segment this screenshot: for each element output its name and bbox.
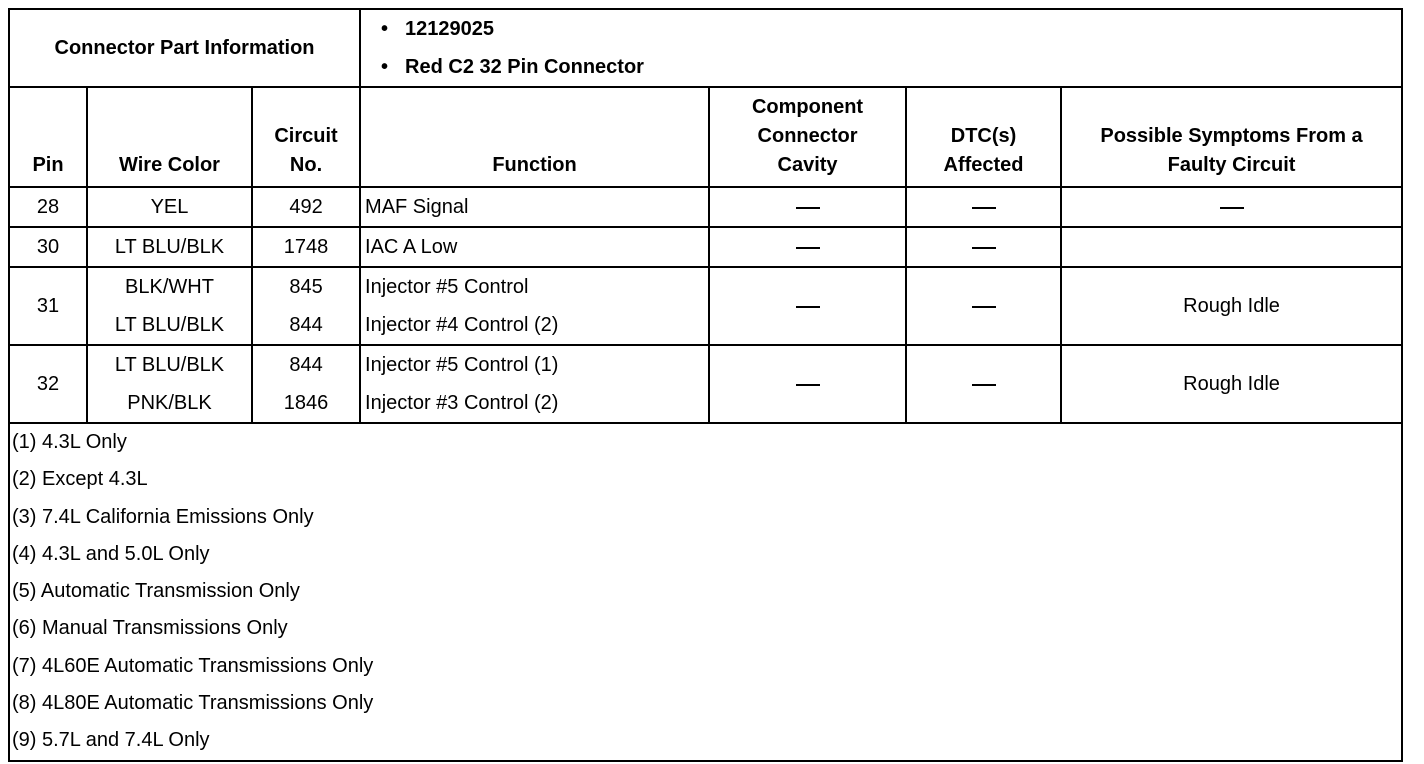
dtc-cell: [906, 227, 1061, 267]
symptoms-dash: [1220, 207, 1244, 209]
symptoms-cell: [1061, 227, 1402, 267]
function-cell: [360, 267, 709, 345]
function-value: Injector #5 Control: [365, 276, 529, 298]
circuit-value: 844: [289, 314, 323, 336]
function-value: Injector #3 Control (2): [365, 392, 559, 414]
cavity-cell: [709, 267, 906, 345]
wire-color-value: BLK/WHT: [125, 276, 214, 298]
table-row: [9, 345, 1402, 423]
symptoms-cell: [1061, 187, 1402, 227]
cavity-cell: [709, 345, 906, 423]
cavity-dash: [796, 247, 820, 249]
cavity-cell: [709, 227, 906, 267]
header-dtc-affected: DTC(s) Affected: [906, 87, 1061, 187]
circuit-value: 844: [289, 354, 323, 376]
footnote: (6) Manual Transmissions Only: [12, 617, 288, 640]
footnote: (1) 4.3L Only: [12, 431, 127, 453]
notes-row: [9, 423, 1402, 761]
function-cell: IAC A Low: [360, 227, 709, 267]
header-component-cavity: Component Connector Cavity: [709, 87, 906, 187]
footnotes: [9, 423, 1402, 761]
dtc-dash: [972, 247, 996, 249]
cavity-dash: [796, 384, 820, 386]
pin-cell: 32: [9, 345, 87, 423]
wire-color-value: LT BLU/BLK: [114, 314, 225, 336]
circuit-cell: 1748: [252, 227, 360, 267]
circuit-value: 1846: [283, 392, 329, 414]
dtc-dash: [972, 306, 996, 308]
header-possible-symptoms: Possible Symptoms From a Faulty Circuit: [1061, 87, 1402, 187]
footnote: (8) 4L80E Automatic Transmissions Only: [12, 692, 374, 715]
function-value: Injector #4 Control (2): [365, 314, 559, 336]
function-cell: MAF Signal: [360, 187, 709, 227]
footnote: (9) 5.7L and 7.4L Only: [12, 729, 210, 752]
symptoms-cell: Rough Idle: [1061, 345, 1402, 423]
part-number: • 12129025: [405, 10, 1401, 48]
connector-part-info-values: [360, 9, 1402, 87]
dtc-cell: [906, 267, 1061, 345]
header-wire-color: Wire Color: [87, 87, 252, 187]
footnote: (4) 4.3L and 5.0L Only: [12, 542, 210, 565]
header-row: [9, 87, 1402, 187]
table-row: [9, 267, 1402, 345]
connector-part-info-label: Connector Part Information: [9, 9, 360, 87]
header-circuit-no: Circuit No.: [252, 87, 360, 187]
circuit-cell: [252, 267, 360, 345]
wire-color-cell: YEL: [87, 187, 252, 227]
connector-info-row: [9, 9, 1402, 87]
pin-cell: 30: [9, 227, 87, 267]
dtc-cell: [906, 187, 1061, 227]
cavity-dash: [796, 207, 820, 209]
connector-description: • Red C2 32 Pin Connector: [405, 48, 1401, 86]
circuit-cell: [252, 345, 360, 423]
wire-color-cell: [87, 345, 252, 423]
cavity-cell: [709, 187, 906, 227]
function-value: Injector #5 Control (1): [365, 354, 559, 376]
connector-table: [8, 8, 1403, 762]
wire-color-value: PNK/BLK: [127, 392, 212, 414]
function-cell: [360, 345, 709, 423]
dtc-dash: [972, 384, 996, 386]
footnote: (3) 7.4L California Emissions Only: [12, 505, 314, 528]
wire-color-value: LT BLU/BLK: [114, 354, 225, 376]
circuit-value: 845: [289, 276, 323, 298]
header-pin: Pin: [9, 87, 87, 187]
wire-color-cell: LT BLU/BLK: [87, 227, 252, 267]
cavity-dash: [796, 306, 820, 308]
table-row: [9, 227, 1402, 267]
dtc-dash: [972, 207, 996, 209]
circuit-cell: 492: [252, 187, 360, 227]
footnote: (5) Automatic Transmission Only: [12, 580, 300, 603]
dtc-cell: [906, 345, 1061, 423]
pin-cell: 31: [9, 267, 87, 345]
footnote: (2) Except 4.3L: [12, 468, 148, 491]
symptoms-cell: Rough Idle: [1061, 267, 1402, 345]
table-row: [9, 187, 1402, 227]
wire-color-cell: [87, 267, 252, 345]
pin-cell: 28: [9, 187, 87, 227]
footnote: (7) 4L60E Automatic Transmissions Only: [12, 654, 374, 677]
header-function: Function: [360, 87, 709, 187]
